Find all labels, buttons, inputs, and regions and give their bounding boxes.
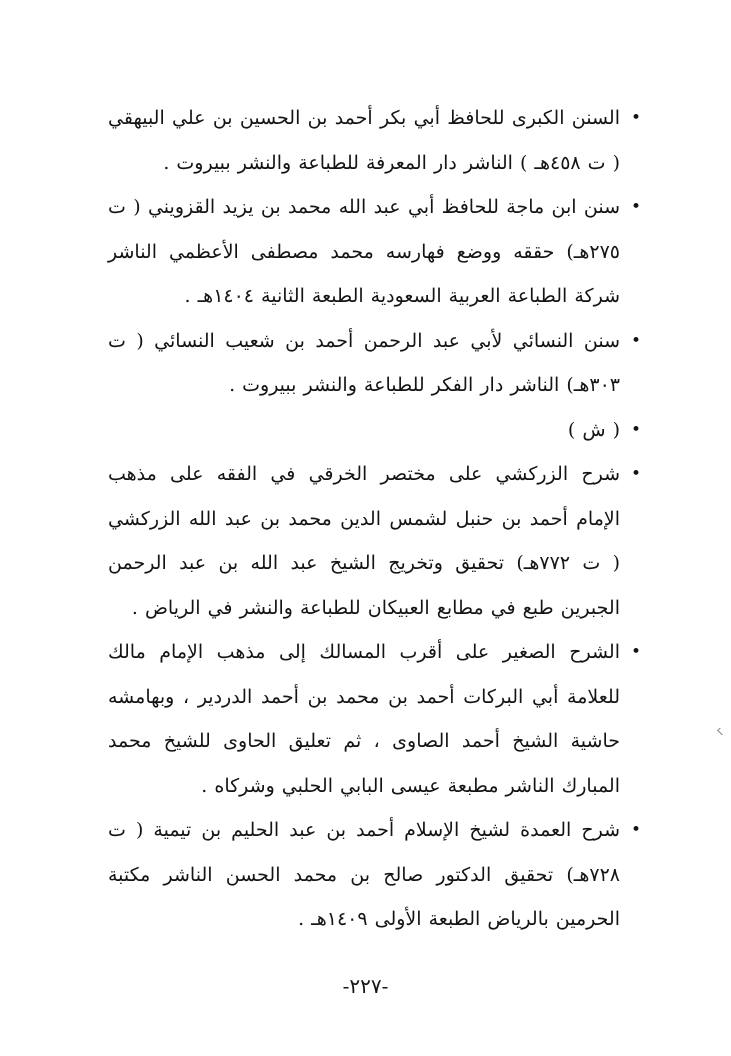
- bibliography-entry: [108, 319, 641, 408]
- bibliography-entry: [108, 96, 641, 185]
- entry-text: شرح العمدة لشيخ الإسلام أحمد بن عبد الحليم بن تيمية ( ت ٧٢٨هـ) تحقيق الدكتور صالح بن محمد الحسن الناشر مكتبة الحرمين بالرياض الطبعة الأولى ١٤٠٩هـ .: [108, 819, 620, 930]
- bullet-icon: •: [630, 108, 641, 128]
- entry-text: الشرح الصغير على أقرب المسالك إلى مذهب الإمام مالك للعلامة أبي البركات أحمد بن محمد بن أحمد الدردير ، وبهامشه حاشية الشيخ أحمد الصاوى ، ثم تعليق الحاوى للشيخ محمد المبارك الناشر مطبعة عيسى البابي الحلبي وشركاه .: [108, 641, 620, 797]
- entry-text: ( ش ): [567, 418, 620, 441]
- bibliography-entry: [108, 630, 641, 808]
- page-number: -٢٢٧-: [342, 974, 389, 998]
- bullet-icon: •: [630, 464, 641, 484]
- entry-text: السنن الكبرى للحافظ أبي بكر أحمد بن الحسين بن علي البيهقي ( ت ٤٥٨هـ ) الناشر دار المعرفة للطباعة والنشر ببيروت .: [108, 107, 620, 174]
- entry-text: سنن ابن ماجة للحافظ أبي عبد الله محمد بن يزيد القزويني ( ت ٢٧٥هـ) حققه ووضع فهارسه محمد مصطفى الأعظمي الناشر شركة الطباعة العربية السعودية الطبعة الثانية ١٤٠٤هـ .: [108, 196, 620, 307]
- bibliography-entry: [108, 185, 641, 319]
- bullet-icon: •: [630, 642, 641, 662]
- bullet-icon: •: [630, 197, 641, 217]
- entry-text: شرح الزركشي على مختصر الخرقي في الفقه على مذهب الإمام أحمد بن حنبل لشمس الدين محمد بن عبد الله الزركشي ( ت ٧٧٢هـ) تحقيق وتخريج الشيخ عبد الله بن عبد الرحمن الجبرين طبع في مطابع العبيكان للطباعة والنشر في الرياض .: [108, 463, 620, 619]
- entry-text: سنن النسائي لأبي عبد الرحمن أحمد بن شعيب النسائي ( ت ٣٠٣هـ) الناشر دار الفكر للطباعة والنشر ببيروت .: [108, 329, 620, 396]
- section-letter-heading: [108, 408, 641, 453]
- bibliography-entry: [108, 808, 641, 942]
- page-edge-mark: [717, 728, 725, 736]
- bibliography-entry: [108, 452, 641, 630]
- bibliography-list: [108, 96, 641, 942]
- bullet-icon: •: [630, 820, 641, 840]
- bullet-icon: •: [630, 419, 641, 440]
- bullet-icon: •: [630, 330, 641, 351]
